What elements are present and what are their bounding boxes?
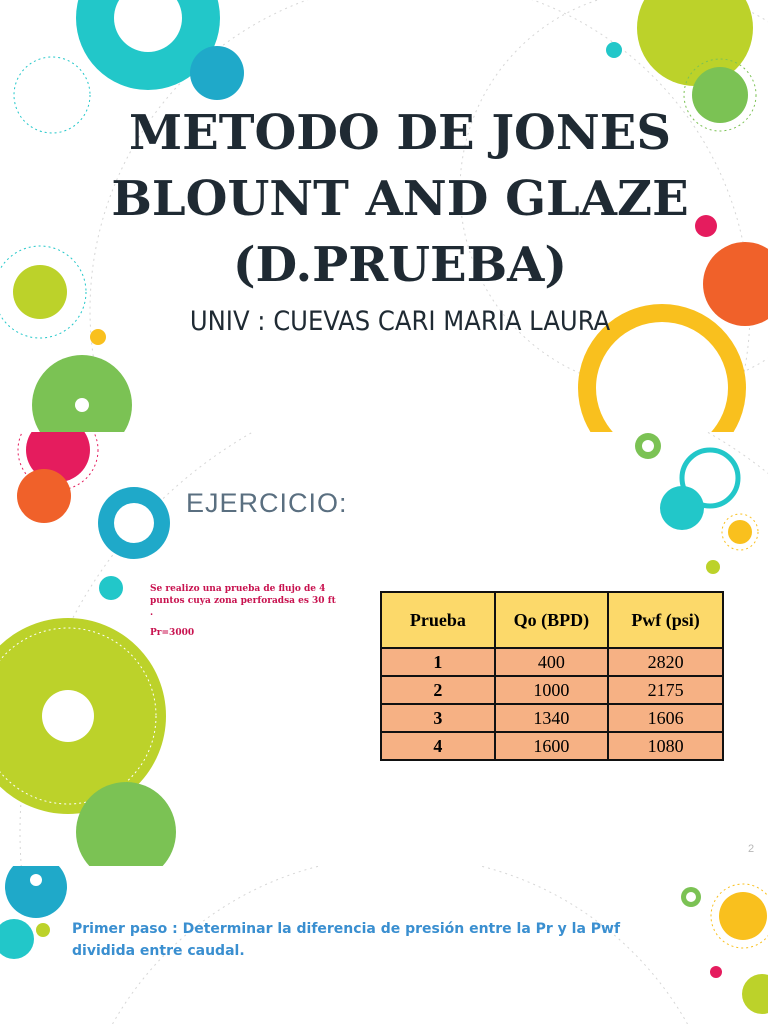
title-line-3: (D.PRUEBA): [232, 237, 568, 293]
cell-prueba: 4: [381, 732, 495, 760]
reservoir-pressure: Pr=3000: [150, 628, 195, 638]
table-row: [381, 732, 723, 760]
problem-statement: [150, 583, 340, 639]
cell-prueba: 1: [381, 648, 495, 676]
table-row: [381, 704, 723, 732]
step-slide: [0, 866, 768, 1024]
cell-qo: 1600: [495, 732, 608, 760]
table-row: [381, 648, 723, 676]
cell-pwf: 2175: [608, 676, 723, 704]
cell-pwf: 2820: [608, 648, 723, 676]
cell-prueba: 2: [381, 676, 495, 704]
header-pwf: Pwf (psi): [608, 592, 723, 648]
presentation-title: [0, 100, 768, 298]
problem-text: Se realizo una prueba de flujo de 4 puntos cuya zona perforadsa es 30 ft .: [150, 584, 336, 618]
exercise-slide: [0, 432, 768, 866]
cell-prueba: 3: [381, 704, 495, 732]
title-line-1: METODO DE JONES: [129, 105, 671, 161]
header-qo: Qo (BPD): [495, 592, 608, 648]
cell-qo: 1000: [495, 676, 608, 704]
cell-pwf: 1080: [608, 732, 723, 760]
title-line-2: BLOUNT AND GLAZE: [111, 171, 689, 227]
page-number: 2: [748, 843, 755, 855]
table-row: [381, 676, 723, 704]
table-header-row: [381, 592, 723, 648]
cell-qo: 400: [495, 648, 608, 676]
author-subtitle: UNIV : CUEVAS CARI MARIA LAURA: [189, 306, 611, 337]
cell-pwf: 1606: [608, 704, 723, 732]
exercise-heading: EJERCICIO:: [186, 488, 348, 518]
first-step-text: Primer paso : Determinar la diferencia de presión entre la Pr y la Pwf dividida entre caudal.: [72, 921, 621, 959]
cell-qo: 1340: [495, 704, 608, 732]
header-prueba: Prueba: [381, 592, 495, 648]
title-slide: [0, 0, 768, 432]
flow-test-table: [380, 591, 724, 761]
